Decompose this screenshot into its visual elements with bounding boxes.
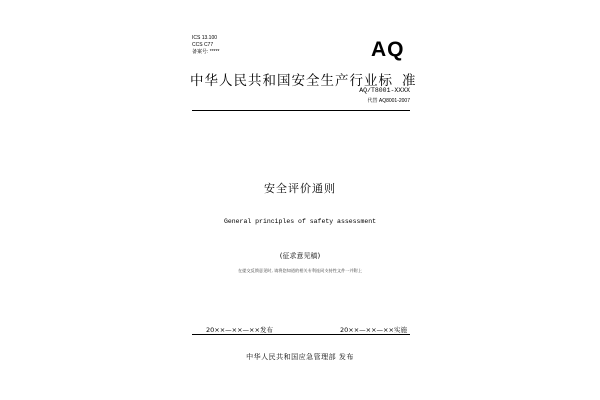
- implement-date: 20××—××—××实施: [340, 326, 407, 334]
- standard-code: AQ/T8001-XXXX: [359, 87, 410, 94]
- standard-title-end: 准: [402, 73, 417, 89]
- standard-title: 中华人民共和国安全生产行业标: [190, 73, 393, 89]
- draft-label: (征求意见稿): [279, 252, 321, 260]
- ccs-code: CCS C77: [192, 42, 214, 48]
- issuing-authority: 中华人民共和国应急管理部 发布: [246, 353, 354, 361]
- footer-rule: [192, 334, 410, 335]
- ics-code: ICS 13.100: [192, 35, 218, 41]
- document-title-en: General principles of safety assessment: [223, 218, 377, 225]
- draft-note: 在提交反馈意见时, 请将您知道的相关专利连同支持性文件一并附上: [237, 268, 363, 273]
- aq-category-mark: AQ: [371, 38, 405, 61]
- publish-date: 20××—××—××发布: [206, 326, 273, 334]
- replaces-standard: 代替 AQ8001-2007: [367, 98, 410, 104]
- record-number: 备案号: *****: [192, 49, 220, 55]
- header-rule: [192, 110, 410, 111]
- document-title-cn: 安全评价通则: [264, 182, 336, 195]
